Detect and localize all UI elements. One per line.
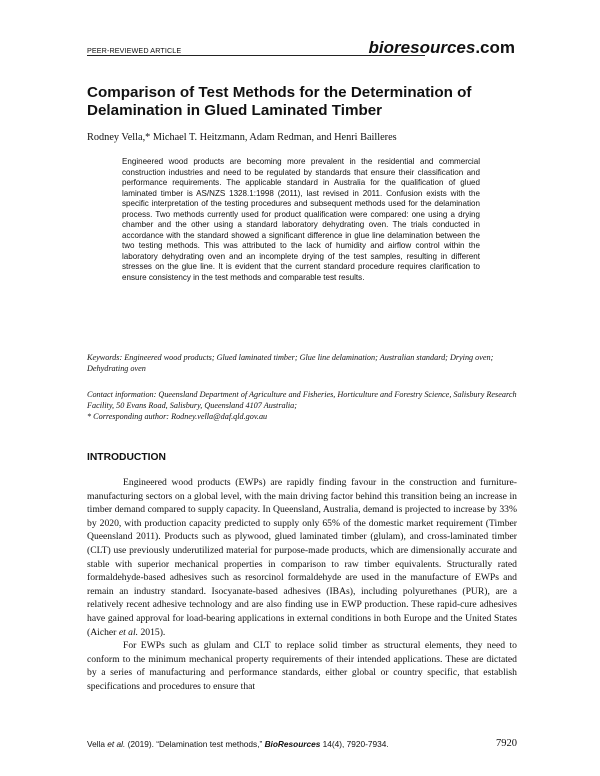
et-al-italic: et al. xyxy=(118,626,139,638)
intro-paragraph-1-text: Engineered wood products (EWPs) are rapidly finding favour in the construction and furniture-manufacturing sectors on a global level, with the main driving factor behind this transition being an increase in timber demand compared to supply capacity. In Queensland, Australia, demand is projected to increase by 33% by 2020, with production capacity predicted to supply only 65% of the domestic market requirement (Timber Queensland 2011). Products such as plywood, glued laminated timber (glulam), and cross-laminated timber (CLT) use previously underutilized material for purpose-made products, which are dimensionally accurate and stable with superior mechanical properties in comparison to raw timber equivalents. Structurally rated formaldehyde-based adhesives such as resorcinol formaldehyde are used in the manufacture of EWPs and remain an industry standard. Isocyanate-based adhesives (IBAs), including polyurethanes (PUR), are a relatively recent adhesive technology and are also finding use in EWP production. These rapid-cure adhesives have gained approval for load-bearing applications in external conditions in both Europe and the United States (Aicher xyxy=(87,477,517,638)
journal-brand-suffix: .com xyxy=(475,38,515,57)
journal-brand[interactable] xyxy=(369,38,515,58)
corresponding-author: * Corresponding author: Rodney.vella@daf.qld.gov.au xyxy=(87,412,268,421)
footer-volume: 14(4), 7920-7934. xyxy=(320,739,389,749)
section-heading-introduction: INTRODUCTION xyxy=(87,452,166,463)
article-abstract: Engineered wood products are becoming more prevalent in the residential and commercial construction industries and need to be regulated by standards that ensure their classification and performance requirements. The applicable standard in Australia for the qualification of glued laminated timber is AS/NZS 1328.1:1998 (2011), last revised in 2011. Confusion exists with the specific interpretation of the testing procedures and subsequent methods used for the delamination process. Two methods currently used for product qualification were compared: one using a drying chamber and the other using a standard laboratory dehydrating oven. The trials conducted in accordance with the standard showed a significant difference in glue line delamination between the two testing methods. This was attributed to the lack of humidity and airflow control within the laboratory dehydrating oven and an incomplete drying of the test samples, resulting in different stresses on the glue line. It is evident that the current standard procedure requires clarification to ensure consistency in the test methods and comparable test results. xyxy=(122,157,480,283)
footer-et-al: et al. xyxy=(107,739,126,749)
journal-brand-name: bioresources xyxy=(368,38,476,57)
journal-header xyxy=(87,36,515,56)
footer-journal: BioResources xyxy=(264,739,321,749)
article-keywords: Keywords: Engineered wood products; Glued laminated timber; Glue line delamination; Australian standard; Drying oven; Dehydrating oven xyxy=(87,353,494,373)
article-authors: Rodney Vella,* Michael T. Heitzmann, Adam Redman, and Henri Bailleres xyxy=(87,132,397,143)
contact-affiliation: Contact information: Queensland Department of Agriculture and Fisheries, Horticulture and Forestry Science, Salisbury Research Facility, 50 Evans Road, Salisbury, Queensland 4107 Australia; xyxy=(87,390,517,410)
footer-citation xyxy=(87,739,389,749)
footer-author: Vella xyxy=(87,739,108,749)
footer-title: (2019). “Delamination test methods,” xyxy=(125,739,265,749)
page-footer xyxy=(87,739,517,753)
intro-paragraph-1-end: 2015). xyxy=(138,626,166,638)
intro-paragraph-2: For EWPs such as glulam and CLT to replace solid timber as structural elements, they need to conform to the minimum mechanical property requirements of their intended applications. These are dictated by a series of manufacturing and performance standards, either global or country specific, that establish specifications and procedures to ensure that xyxy=(87,640,517,692)
contact-information xyxy=(87,389,517,422)
peer-reviewed-label: PEER-REVIEWED ARTICLE xyxy=(87,46,182,55)
article-title: Comparison of Test Methods for the Determination of Delamination in Glued Laminated Timber xyxy=(87,84,472,119)
page-number: 7920 xyxy=(496,738,517,749)
intro-paragraph-1 xyxy=(87,476,517,639)
introduction-body xyxy=(87,476,517,694)
